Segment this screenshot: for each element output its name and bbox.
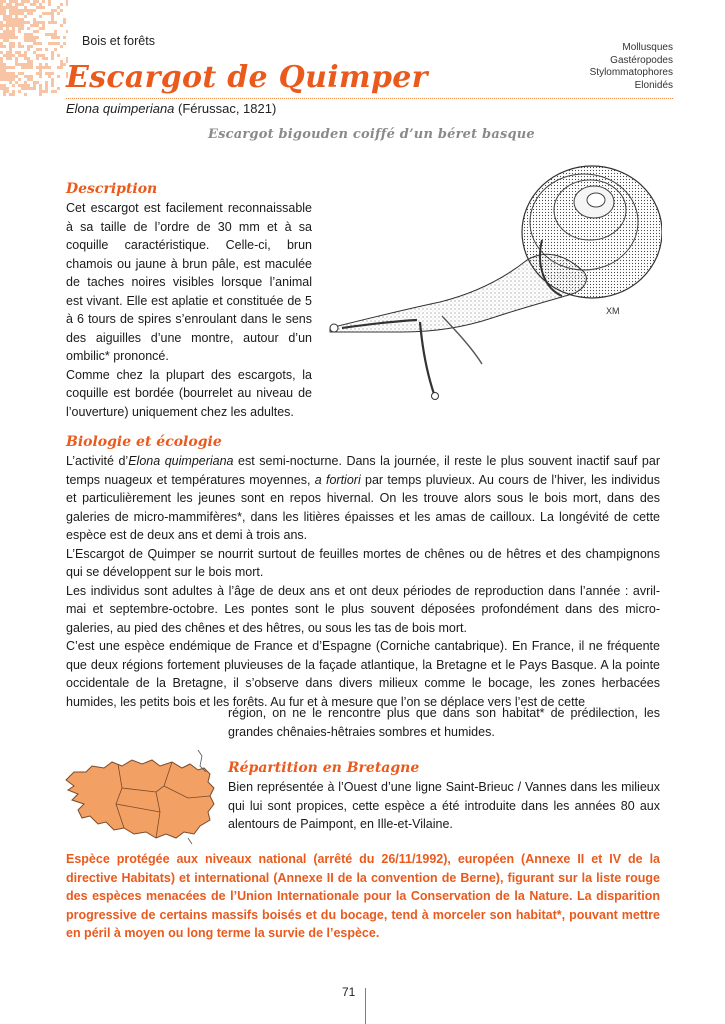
latin-species: Elona quimperiana (66, 101, 175, 116)
description-paragraph: Cet escargot est facilement reconnaissable à sa taille de l’ordre de 30 mm et à sa coquille caractéristique. Celle-ci, brun chamois ou jaune à brun pâle, est maculée de taches noires visibles lorsque l’animal est vivant. Elle est aplatie et constituée de 5 à 6 tours de spires s’enroulant dans le sens des aiguilles d’une montre, autour d’un ombilic* prononcé. (66, 201, 312, 363)
brittany-map-icon (60, 742, 220, 846)
description-section (66, 179, 312, 421)
latin-phrase: a fortiori (314, 472, 361, 487)
snail-illustration (322, 160, 662, 410)
biology-continuation-text: région, on ne le rencontre plus que dans son habitat* de prédilection, les grandes chênaies-hêtraies sombres et humides. (228, 706, 660, 739)
taxonomy-list (590, 42, 673, 92)
latin-author: (Férussac, 1821) (178, 101, 277, 116)
protection-status: Espèce protégée aux niveaux national (arrêté du 26/11/1992), européen (Annexe II et IV de la directive Habitats) et international (Annexe II de la convention de Berne), figurant sur la liste rouge des espèces menacées de l’Union Internationale pour la Conservation de la Nature. La disparition progressive de certains massifs boisés et du bocage, tend à morceler son habitat*, pouvant mettre en péril à moyen ou long terme la survie de l’espèce. (66, 852, 660, 940)
text-run: par temps pluvieux. Au cours de l’hiver, les individus et particulièrement les jeunes sont en repos hivernal. On les trouve alors sous le bois mort, dans des galeries de micro-mammifères*, dans les litières épaisses et les amas de cailloux. La longévité de cette espèce est de deux ans et demi à trois ans. (66, 472, 660, 542)
distribution-text: Bien représentée à l’Ouest d’une ligne Saint-Brieuc / Vannes dans les milieux qui lui sont propices, cette espèce a été introduite dans les années 80 aux alentours de Paimpont, en Ille-et-Vilaine. (228, 780, 660, 831)
distribution-heading: Répartition en Bretagne (228, 760, 420, 776)
text-run: L’activité d’ (66, 454, 129, 468)
biology-paragraph-2: L’Escargot de Quimper se nourrit surtout de feuilles mortes de chênes ou de hêtres et des champignons qui se développent sur le bois mort. (66, 546, 660, 579)
biology-paragraph-3: Les individus sont adultes à l’âge de deux ans et ont deux périodes de reproduction dans l’année : avril-mai et septembre-octobre. Les pontes sont le plus souvent déposées profondément dans des micro-galeries, au pied des chênes et des hêtres, ou sous les tas de bois mort. (66, 583, 660, 635)
text-run: est semi-nocturne. Dans la journée, il reste le plus souvent inactif sauf par temps nuageux et températures moyennes, (66, 454, 660, 487)
title-divider (66, 98, 673, 99)
page-title: Escargot de Quimper (66, 60, 428, 95)
page-number-rule (365, 988, 366, 1024)
taxonomy-order: Stylommatophores (589, 67, 673, 78)
taxonomy-class: Gastéropodes (610, 54, 673, 66)
biology-heading: Biologie et écologie (66, 434, 222, 450)
scientific-name (66, 101, 276, 116)
description-paragraph: Comme chez la plupart des escargots, la coquille est bordée (bourrelet au niveau de l’ouverture) uniquement chez les adultes. (66, 367, 312, 419)
biology-paragraph-4-continued (228, 704, 660, 741)
corner-pixel-decoration (0, 0, 68, 96)
illustration-credit: XM (606, 306, 620, 316)
tagline: Escargot bigouden coiffé d’un béret basque (208, 127, 535, 142)
biology-paragraph-1 (66, 452, 660, 545)
distribution-section (228, 758, 660, 834)
taxonomy-phylum: Mollusques (622, 42, 673, 53)
biology-paragraph-4: C’est une espèce endémique de France et d’Espagne (Corniche cantabrique). En France, il ne fréquente que deux régions fortement pluvieuses de la façade atlantique, la Bretagne et le Pays Basque. A la pointe occidentale de la Bretagne, il s’observe dans divers milieux comme le bocage, les zones herbacées humides, les petits bois et les forêts. Au fur et à mesure que l’on se déplace vers l’est de cette (66, 639, 660, 709)
description-heading: Description (66, 181, 158, 197)
biology-section (66, 432, 660, 711)
taxonomy-family: Elonidés (634, 79, 673, 91)
page-number: 71 (342, 985, 356, 999)
section-rubric: Bois et forêts (82, 34, 155, 48)
species-name: Elona quimperiana (128, 454, 234, 468)
